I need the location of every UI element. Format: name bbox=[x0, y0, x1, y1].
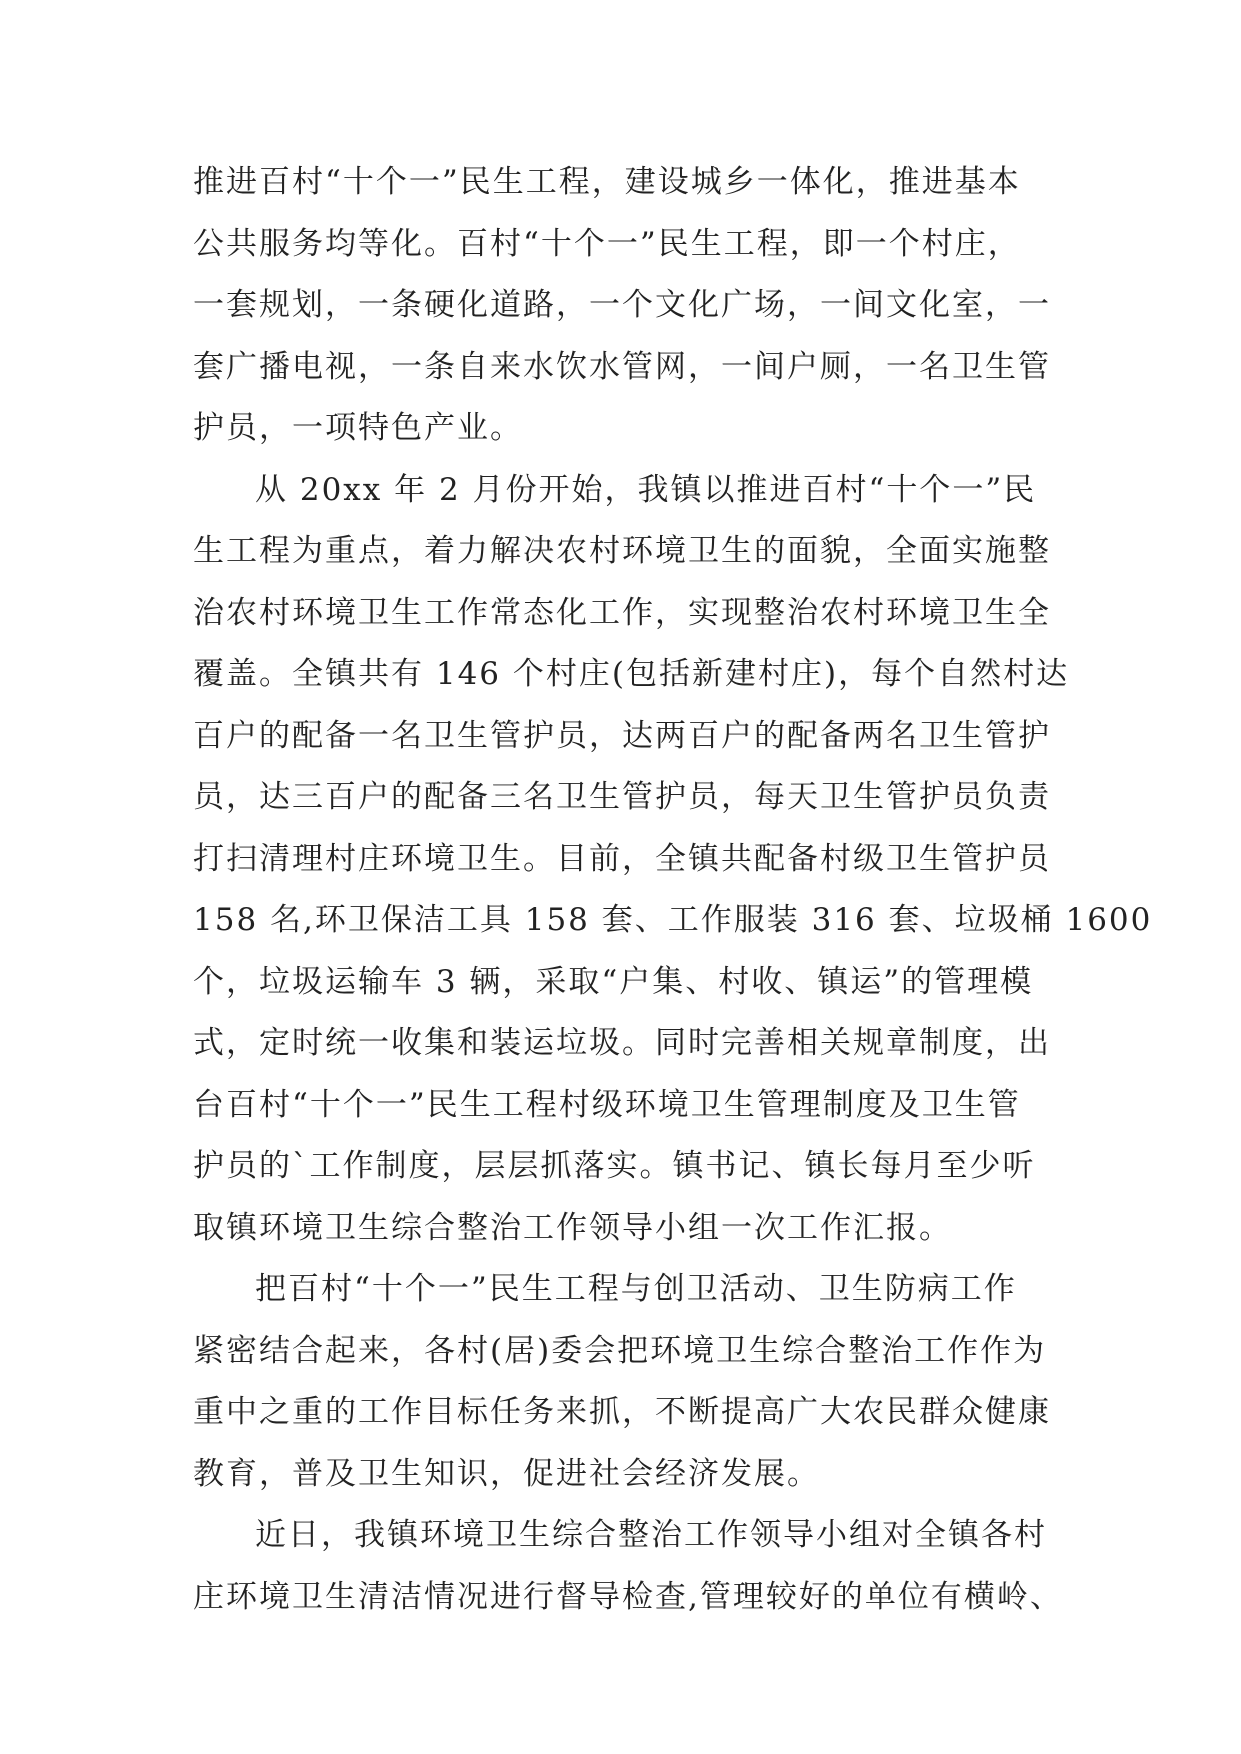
text-line: 庄环境卫生清洁情况进行督导检查,管理较好的单位有横岭、 bbox=[193, 1578, 1063, 1615]
text-line: 百户的配备一名卫生管护员，达两百户的配备两名卫生管护 bbox=[193, 717, 1051, 754]
paragraph-first-line: 从 20xx 年 2 月份开始，我镇以推进百村“十个一”民 bbox=[255, 471, 1037, 508]
text-line: 生工程为重点，着力解决农村环境卫生的面貌，全面实施整 bbox=[193, 533, 1051, 569]
paragraph-first-line: 把百村“十个一”民生工程与创卫活动、卫生防病工作 bbox=[255, 1271, 1017, 1307]
text-line: 台百村“十个一”民生工程村级环境卫生管理制度及卫生管 bbox=[193, 1086, 1021, 1123]
text-line: 一套规划，一条硬化道路，一个文化广场，一间文化室，一 bbox=[193, 287, 1051, 323]
text-line: 打扫清理村庄环境卫生。目前，全镇共配备村级卫生管护员 bbox=[193, 840, 1051, 877]
text-line: 推进百村“十个一”民生工程，建设城乡一体化，推进基本 bbox=[193, 164, 1021, 200]
document-body bbox=[193, 152, 1153, 1628]
text-line: 取镇环境卫生综合整治工作领导小组一次工作汇报。 bbox=[193, 1209, 952, 1246]
text-line: 覆盖。全镇共有 146 个村庄(包括新建村庄)，每个自然村达 bbox=[193, 656, 1070, 692]
text-line: 158 名,环卫保洁工具 158 套、工作服装 316 套、垃圾桶 1600 bbox=[193, 902, 1153, 938]
text-line: 重中之重的工作目标任务来抓，不断提高广大农民群众健康 bbox=[193, 1394, 1051, 1430]
paragraph-first-line: 近日，我镇环境卫生综合整治工作领导小组对全镇各村 bbox=[255, 1517, 1047, 1553]
text-line: 护员的`工作制度，层层抓落实。镇书记、镇长每月至少听 bbox=[193, 1148, 1036, 1184]
text-line: 套广播电视，一条自来水饮水管网，一间户厕，一名卫生管 bbox=[193, 348, 1051, 385]
text-line: 教育，普及卫生知识，促进社会经济发展。 bbox=[193, 1455, 820, 1492]
text-line: 员，达三百户的配备三名卫生管护员，每天卫生管护员负责 bbox=[193, 779, 1051, 815]
text-line: 式，定时统一收集和装运垃圾。同时完善相关规章制度，出 bbox=[193, 1025, 1051, 1061]
text-line: 紧密结合起来，各村(居)委会把环境卫生综合整治工作作为 bbox=[193, 1332, 1047, 1369]
text-line: 护员，一项特色产业。 bbox=[193, 410, 523, 446]
text-line: 治农村环境卫生工作常态化工作，实现整治农村环境卫生全 bbox=[193, 594, 1051, 631]
text-line: 个，垃圾运输车 3 辆，采取“户集、村收、镇运”的管理模 bbox=[193, 963, 1034, 1000]
text-line: 公共服务均等化。百村“十个一”民生工程，即一个村庄， bbox=[193, 225, 1021, 262]
